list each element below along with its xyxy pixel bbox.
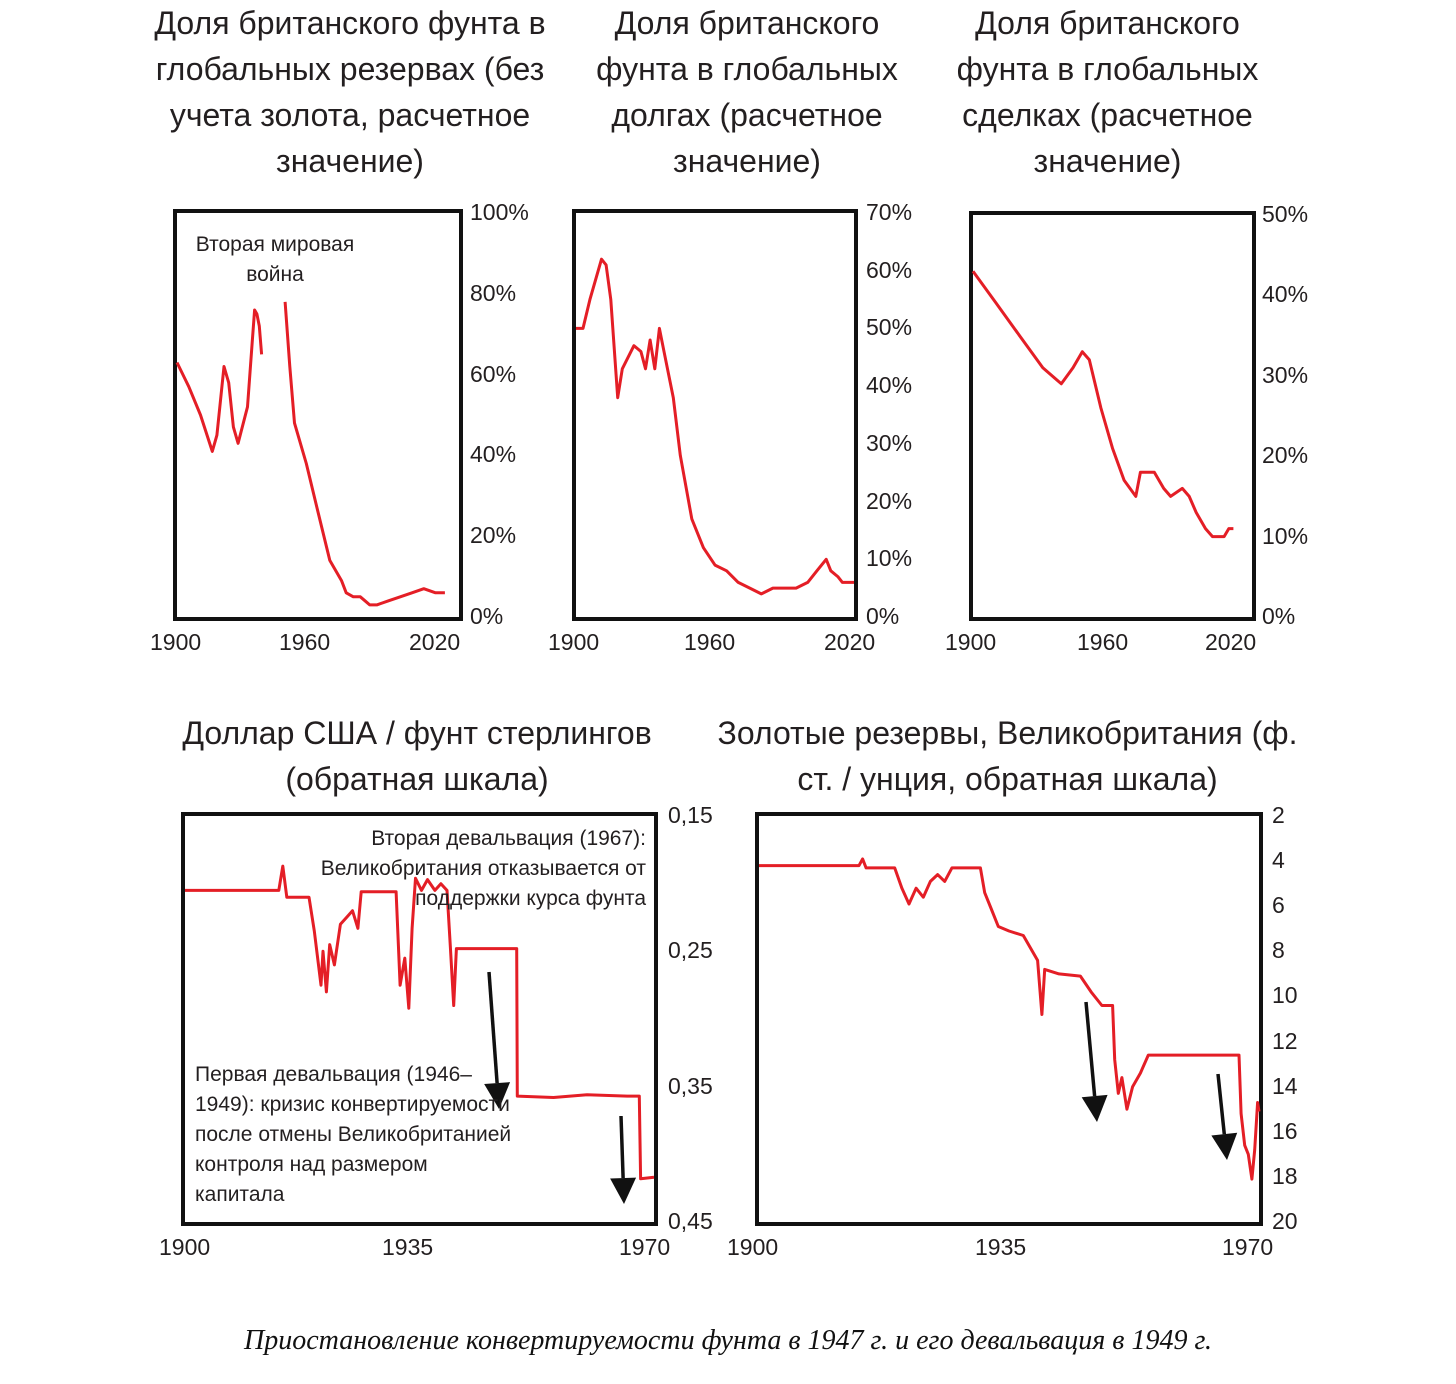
c3-ytick-label: 40% xyxy=(1262,281,1309,308)
chart5-title: Золотые резервы, Великобритания (ф. ст. / унция, обратная шкала) xyxy=(717,715,1298,797)
chart3-title: Доля британского фунта в глобальных сделках (расчетное значение) xyxy=(956,5,1259,179)
chart3-svg xyxy=(973,215,1252,617)
c5-xtick-label: 1900 xyxy=(727,1234,779,1260)
c2-xtick-label: 2020 xyxy=(824,629,876,655)
c3-ytick-label: 50% xyxy=(1262,201,1309,227)
chart4-annotation-second-devaluation: Вторая девальвация (1967): Великобритания отказывается от поддержки курса фунта xyxy=(320,827,646,910)
c4-ytick-label: 0,15 xyxy=(668,802,713,828)
c3-xtick-label: 2020 xyxy=(1205,629,1257,655)
c4-arrow-second-devaluation xyxy=(610,1116,636,1204)
c3-ytick-label: 20% xyxy=(1262,442,1309,469)
c2-xtick-label: 1900 xyxy=(548,629,600,655)
c2-ytick-label: 40% xyxy=(866,372,913,399)
c1-series-line-1 xyxy=(177,310,262,451)
c3-xtick-label: 1900 xyxy=(945,629,997,655)
c5-arrow-first-devaluation xyxy=(1082,1002,1108,1122)
c1-xtick-label: 1960 xyxy=(279,629,331,655)
c5-ytick-label: 10 xyxy=(1272,982,1298,1009)
c5-ytick-label: 12 xyxy=(1272,1027,1298,1054)
c3-xtick-label: 1960 xyxy=(1077,629,1129,655)
c5-ytick-label: 20 xyxy=(1272,1208,1298,1234)
c4-ytick-label: 0,45 xyxy=(668,1208,713,1234)
c1-ytick-label: 20% xyxy=(470,522,517,549)
c2-ytick-label: 0% xyxy=(866,603,900,629)
c1-xtick-label: 1900 xyxy=(150,629,202,655)
c2-ytick-label: 10% xyxy=(866,545,913,572)
c2-ytick-label: 30% xyxy=(866,429,913,456)
c1-ytick-label: 80% xyxy=(470,279,517,306)
chart4-annotation-first-devaluation: Первая девальвация (1946–1949): кризис конвертируемости после отмены Великобританией контроля над размером капитала xyxy=(195,1063,512,1206)
c5-xtick-label: 1935 xyxy=(975,1234,1027,1260)
c2-xtick-label: 1960 xyxy=(684,629,736,655)
c5-ytick-label: 8 xyxy=(1272,937,1285,964)
c1-series-line-2 xyxy=(285,302,445,605)
c3-series-line-1 xyxy=(973,271,1233,536)
c2-ytick-label: 50% xyxy=(866,314,913,341)
c5-ytick-label: 6 xyxy=(1272,892,1285,919)
c4-xtick-label: 1970 xyxy=(619,1234,671,1260)
c2-ytick-label: 60% xyxy=(866,256,913,283)
c3-ytick-label: 0% xyxy=(1262,603,1296,629)
chart1-title: Доля британского фунта в глобальных резервах (без учета золота, расчетное значение) xyxy=(154,5,546,179)
c2-ytick-label: 20% xyxy=(866,487,913,514)
chart4-title: Доллар США / фунт стерлингов (обратная шкала) xyxy=(182,715,652,797)
c3-ytick-label: 30% xyxy=(1262,361,1309,388)
c1-ytick-label: 0% xyxy=(470,603,504,629)
c5-xtick-label: 1970 xyxy=(1222,1234,1274,1260)
c5-ytick-label: 14 xyxy=(1272,1072,1298,1099)
c1-xtick-label: 2020 xyxy=(409,629,461,655)
chart2-title: Доля британского фунта в глобальных долгах (расчетное значение) xyxy=(596,5,898,179)
c4-xtick-label: 1900 xyxy=(159,1234,211,1260)
c5-ytick-label: 16 xyxy=(1272,1117,1298,1144)
chart2-svg xyxy=(576,213,854,617)
c2-ytick-label: 70% xyxy=(866,199,913,225)
c5-ytick-label: 18 xyxy=(1272,1162,1298,1189)
c1-ytick-label: 40% xyxy=(470,441,517,468)
c4-ytick-label: 0,35 xyxy=(668,1072,713,1099)
c4-ytick-label: 0,25 xyxy=(668,937,713,964)
c2-series-line-1 xyxy=(576,259,854,594)
c4-xtick-label: 1935 xyxy=(382,1234,434,1260)
c5-series-line-1 xyxy=(759,859,1259,1179)
c1-ytick-label: 100% xyxy=(470,199,529,225)
c5-ytick-label: 4 xyxy=(1272,847,1285,874)
c3-ytick-label: 10% xyxy=(1262,522,1309,549)
figure-caption: Приостановление конвертируемости фунта в 1947 г. и его девальвация в 1949 г. xyxy=(244,1325,1212,1356)
c1-ytick-label: 60% xyxy=(470,360,517,387)
chart1-annotation-ww2: Вторая мировая война xyxy=(195,233,355,286)
c5-arrow-second-devaluation xyxy=(1211,1074,1237,1160)
c5-ytick-label: 2 xyxy=(1272,802,1285,828)
chart5-svg xyxy=(759,816,1259,1222)
